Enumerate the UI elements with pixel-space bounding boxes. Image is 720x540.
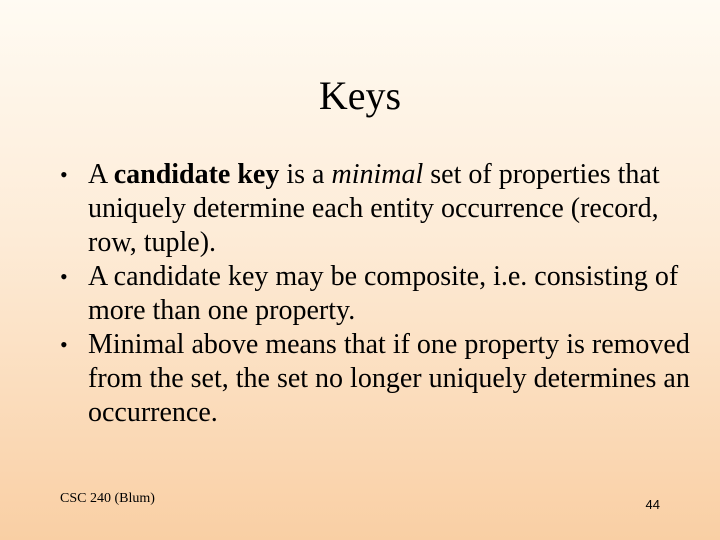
term-minimal: minimal	[331, 159, 424, 190]
bullet-list	[60, 158, 700, 430]
bullet-item	[60, 328, 700, 430]
footer-course: CSC 240 (Blum)	[60, 491, 155, 506]
bullet-dot-icon: •	[60, 162, 68, 187]
slide-title: Keys	[318, 73, 402, 118]
bullet-dot-icon: •	[60, 264, 68, 289]
term-candidate-key: candidate key	[113, 159, 280, 190]
bullet-text: A	[88, 159, 114, 190]
bullet-dot-icon: •	[60, 332, 68, 357]
bullet-text: is a	[279, 159, 332, 190]
bullet-text: Minimal above means that if one property is removed from the set, the set no longer uniquely determines an occurrence.	[88, 329, 690, 428]
bullet-text: A candidate key may be composite, i.e. consisting of more than one property.	[88, 261, 679, 326]
bullet-item	[60, 158, 700, 260]
bullet-item	[60, 260, 700, 328]
page-number: 44	[645, 497, 660, 512]
bullet-text: set of properties that uniquely determine each entity occurrence (record, row, tuple).	[88, 159, 660, 258]
